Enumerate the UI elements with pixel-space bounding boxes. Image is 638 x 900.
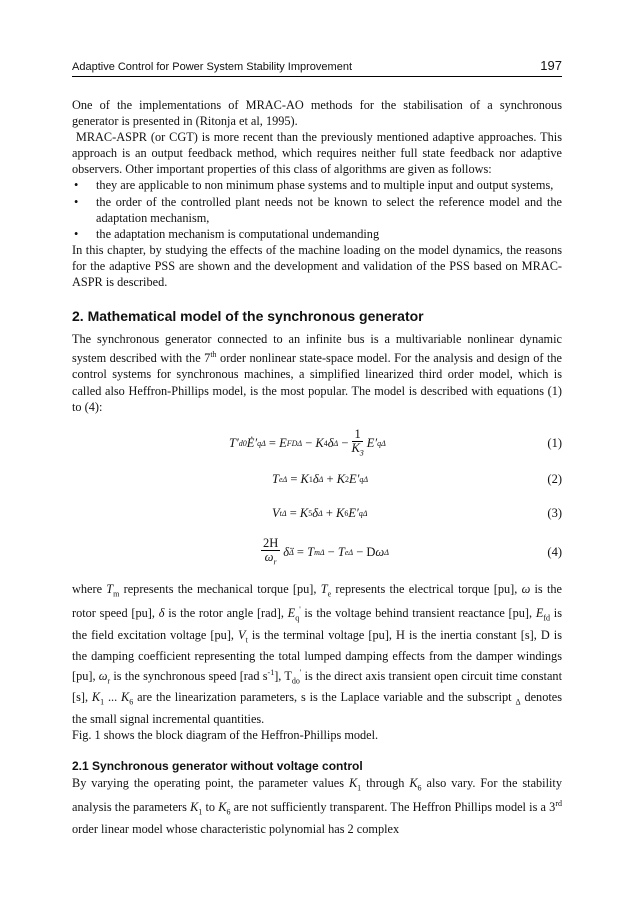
equation-number: (4) [547, 545, 562, 560]
section-heading: 2. Mathematical model of the synchronous generator [72, 308, 424, 325]
subsection-heading: 2.1 Synchronous generator without voltage control [72, 758, 363, 773]
equation-2: T eΔ = K 1 δ Δ + K 2 E′ qΔ (2) [72, 465, 562, 495]
list-item: • they are applicable to non minimum phase systems and to multiple input and output systems, [72, 177, 562, 193]
intro-paragraph-3: In this chapter, by studying the effects of the machine loading on the model dynamics, the reasons for the adaptive PSS are shown and the development and validation of the PSS based on MRAC-ASPR is described. [72, 242, 562, 290]
intro-paragraph-1: One of the implementations of MRAC-AO methods for the stabilisation of a synchronous generator is presented in (Ritonja et al, 1995). [72, 98, 562, 129]
equation-1: T′ d0 Ė′ qΔ = E FDΔ − K 4 δ Δ − $\frac{1}{K_3}$ E′ qΔ (1) [72, 427, 562, 461]
running-title: Adaptive Control for Power System Stability Improvement [72, 61, 353, 73]
equation-4: $\frac{2H}{\omega_r}$ δ̈ Δ = T mΔ − T eΔ − D ω Δ (4) [72, 535, 562, 571]
page [72, 58, 566, 837]
model-paragraph: The synchronous generator connected to an infinite bus is a multivariable nonlinear dynamic system described with the 7th order nonlinear state-space model. For the analysis and design of the control systems for synchronous machines, a simplified linearized third order model, which is called also Heffron-Phillips model, is the most popular. The model is described with equations (1) to (4): [72, 332, 563, 414]
equation-number: (1) [547, 436, 562, 451]
list-item: • the adaptation mechanism is computational undemanding [72, 226, 562, 242]
intro-paragraph-2: MRAC-ASPR (or CGT) is more recent than the previously mentioned adaptive approaches. This approach is an output feedback method, which requires neither full state feedback nor adaptive observers. Other important properties of this class of algorithms are given as follows: [72, 130, 566, 177]
where-paragraph: where $T_m$ represents the mechanical torque [pu], $T_e$ represents the electrical torque [pu], ω is the rotor speed [pu], δ is the rotor angle [rad], $E_q'$ is the voltage behind transient reactance [pu], $E_{fd}$ is the field excitation voltage [pu], $V_t$ is the terminal voltage [pu], H is the inertia constant [s], D is the damping coefficient representing the total lumped damping effects from the damper windings [pu], $\omega_r$ is the synchronous speed [rad $s^{-1}$], $T_{do}'$ is the direct axis transient open circuit time constant [s], $K_1$ ... $K_6$ are the linearization parameters, s is the Laplace variable and the subscript $_\Delta$ denotes the small signal incremental quantities. [72, 581, 563, 726]
list-item: • the order of the controlled plant needs not be known to select the reference model and the adaptation mechanism, [72, 194, 562, 226]
property-list [72, 177, 562, 241]
page-number: 197 [540, 58, 562, 73]
equation-number: (2) [547, 472, 562, 487]
equation-3: V tΔ = K 5 δ Δ + K 6 E′ qΔ (3) [72, 499, 562, 529]
subsection-paragraph: By varying the operating point, the parameter values $K_1$ through $K_6$ also vary. For the stability analysis the parameters $K_1$ to $K_6$ are not sufficiently transparent. The Heffron Phillips model is a 3rd order linear model whose characteristic polynomial has 2 complex [72, 775, 562, 837]
equation-number: (3) [547, 506, 562, 521]
figure-reference: Fig. 1 shows the block diagram of the Heffron-Phillips model. [72, 727, 379, 742]
running-header [72, 58, 562, 77]
